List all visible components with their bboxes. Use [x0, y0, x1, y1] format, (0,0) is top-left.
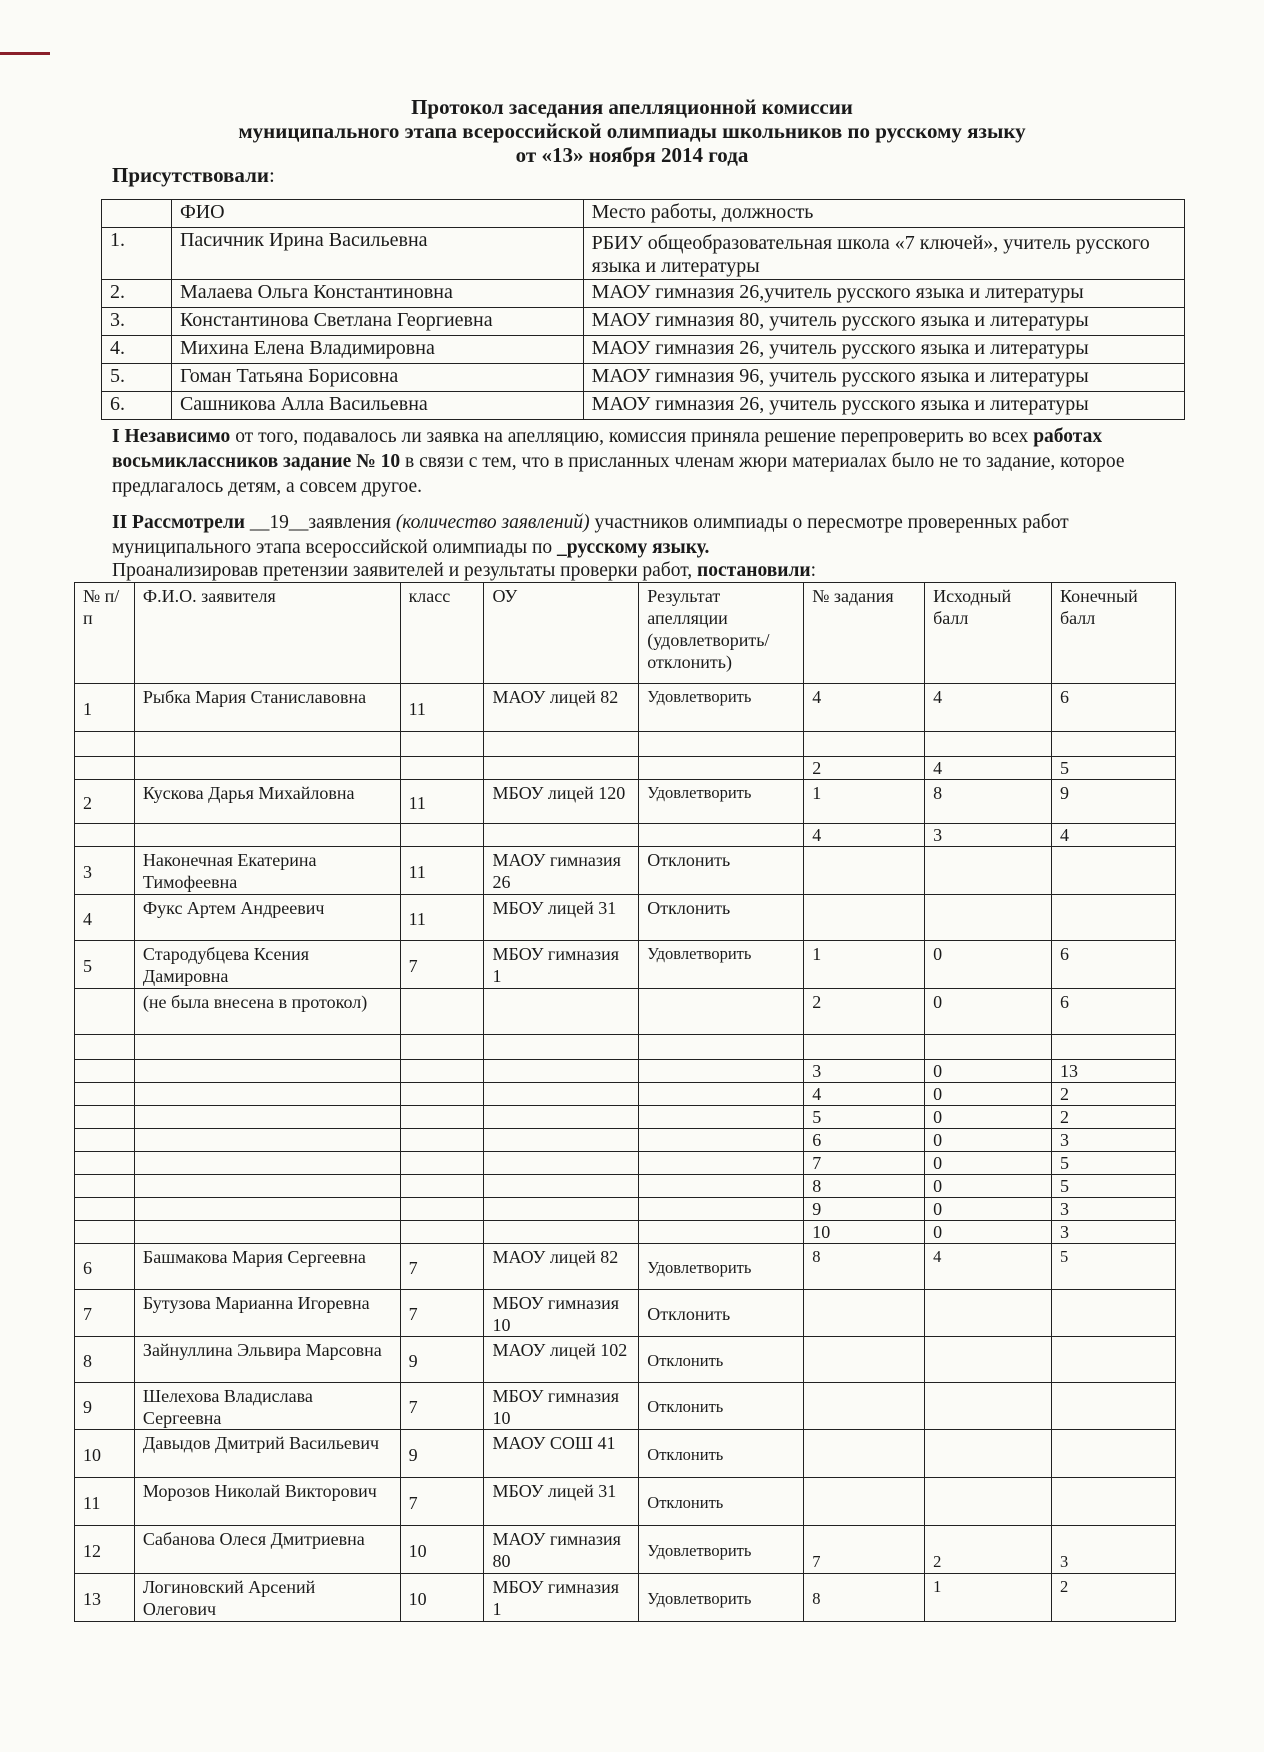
table-row: [75, 1478, 1176, 1526]
initial-score: 0: [925, 1129, 1052, 1152]
appeal-result: Отклонить: [639, 1337, 804, 1383]
row-number: 1: [75, 684, 135, 732]
table-row: [102, 308, 1185, 336]
table-row: [75, 684, 1176, 732]
header-line-3: от «13» ноября 2014 года: [515, 143, 749, 167]
grade: 7: [400, 941, 484, 989]
appeal-result: Удовлетворить: [639, 780, 804, 824]
final-score: 2: [1052, 1574, 1176, 1622]
table-row: [75, 1129, 1176, 1152]
grade: 11: [400, 780, 484, 824]
school: МБОУ лицей 31: [484, 895, 639, 941]
initial-score: 1: [925, 1574, 1052, 1622]
table-row: [75, 1175, 1176, 1198]
table-row: [75, 1152, 1176, 1175]
table-row: [75, 1526, 1176, 1574]
grade: 7: [400, 1290, 484, 1337]
initial-score: 8: [925, 780, 1052, 824]
commission-members-table: [101, 199, 1185, 420]
grade: 11: [400, 895, 484, 941]
task-number: 8: [804, 1244, 925, 1290]
initial-score: 4: [925, 1244, 1052, 1290]
applicant-name: Кускова Дарья Михайловна: [134, 780, 400, 824]
header-cell-school: ОУ: [484, 583, 639, 684]
row-number: 10: [75, 1430, 135, 1478]
task-number: 9: [804, 1198, 925, 1221]
appeal-result: Удовлетворить: [639, 941, 804, 989]
grade: 9: [400, 1337, 484, 1383]
table-row: [102, 280, 1185, 308]
school: МБОУ лицей 120: [484, 780, 639, 824]
row-number: 4: [75, 895, 135, 941]
applicant-name: Бутузова Марианна Игоревна: [134, 1290, 400, 1337]
table-row: [75, 895, 1176, 941]
final-score: 9: [1052, 780, 1176, 824]
final-score: 2: [1052, 1083, 1176, 1106]
task-number: 8: [804, 1175, 925, 1198]
member-workplace: МАОУ гимназия 80, учитель русского языка и литературы: [583, 308, 1184, 336]
initial-score: 0: [925, 1083, 1052, 1106]
scan-edge-mark: [0, 52, 50, 55]
member-workplace: МАОУ гимназия 96, учитель русского языка и литературы: [583, 364, 1184, 392]
initial-score: 2: [925, 1526, 1052, 1574]
applicant-name: Башмакова Мария Сергеевна: [134, 1244, 400, 1290]
table-row: [75, 732, 1176, 757]
school: МБОУ гимназия 10: [484, 1383, 639, 1430]
initial-score: 0: [925, 1175, 1052, 1198]
table-row: [75, 757, 1176, 780]
applicant-name: Стародубцева Ксения Дамировна: [134, 941, 400, 989]
table-row: [75, 989, 1176, 1035]
task-number: 2: [804, 989, 925, 1035]
row-number: 3: [75, 847, 135, 895]
row-number: 12: [75, 1526, 135, 1574]
applicant-name: Шелехова Владислава Сергеевна: [134, 1383, 400, 1430]
initial-score: 4: [925, 684, 1052, 732]
school: МАОУ гимназия 26: [484, 847, 639, 895]
document-header: [0, 95, 1264, 167]
task-number: 4: [804, 1083, 925, 1106]
task-number: 8: [804, 1574, 925, 1622]
applicant-name: Логиновский Арсений Олегович: [134, 1574, 400, 1622]
decision-paragraph-1: I Независимо от того, подавалось ли заявка на апелляцию, комиссия приняла решение перепроверить во всех работах восьмиклассников задание № 10 в связи с тем, что в присланных членам жюри материалах было не то задание, которое предлагалось детям, а совсем другое.: [112, 426, 1125, 497]
table-row: [75, 1035, 1176, 1060]
member-name: Гоман Татьяна Борисовна: [171, 364, 583, 392]
applicant-name: Наконечная Екатерина Тимофеевна: [134, 847, 400, 895]
grade: 10: [400, 1574, 484, 1622]
school: МАОУ гимназия 80: [484, 1526, 639, 1574]
task-number: 5: [804, 1106, 925, 1129]
applicant-name: Сабанова Олеся Дмитриевна: [134, 1526, 400, 1574]
table-row: [75, 1430, 1176, 1478]
header-cell-workplace: Место работы, должность: [583, 200, 1184, 228]
table-row: [75, 1106, 1176, 1129]
table-row: [75, 1290, 1176, 1337]
school: МАОУ СОШ 41: [484, 1430, 639, 1478]
present-label: Присутствовали:: [112, 163, 275, 187]
final-score: 6: [1052, 989, 1176, 1035]
header-line-1: Протокол заседания апелляционной комиссии: [411, 95, 853, 119]
header-cell-task: № задания: [804, 583, 925, 684]
initial-score: 0: [925, 989, 1052, 1035]
school: МАОУ лицей 82: [484, 684, 639, 732]
initial-score: 4: [925, 757, 1052, 780]
final-score: 5: [1052, 1244, 1176, 1290]
task-number: 3: [804, 1060, 925, 1083]
initial-score: 0: [925, 1221, 1052, 1244]
table-row: [75, 1244, 1176, 1290]
row-number: 2: [75, 780, 135, 824]
initial-score: 0: [925, 1152, 1052, 1175]
member-name: Константинова Светлана Георгиевна: [171, 308, 583, 336]
decision-paragraph-2: II Рассмотрели __19__заявления (количество заявлений) участников олимпиады о пересмотре проверенных работ муниципального этапа всероссийской олимпиады по _русскому языку.: [112, 512, 1069, 558]
grade: 10: [400, 1526, 484, 1574]
task-number: 1: [804, 941, 925, 989]
header-cell-grade: класс: [400, 583, 484, 684]
grade: 7: [400, 1383, 484, 1430]
row-number: 13: [75, 1574, 135, 1622]
table-header-row: [75, 583, 1176, 684]
member-name: Малаева Ольга Константиновна: [171, 280, 583, 308]
member-workplace: МАОУ гимназия 26, учитель русского языка и литературы: [583, 392, 1184, 420]
appeal-result: Отклонить: [639, 847, 804, 895]
table-row: [75, 1574, 1176, 1622]
appeal-result: Отклонить: [639, 1383, 804, 1430]
final-score: 5: [1052, 757, 1176, 780]
final-score: 2: [1052, 1106, 1176, 1129]
initial-score: 0: [925, 1106, 1052, 1129]
grade: 11: [400, 684, 484, 732]
row-number: 8: [75, 1337, 135, 1383]
appeal-result: Удовлетворить: [639, 684, 804, 732]
initial-score: 0: [925, 1060, 1052, 1083]
task-number: 10: [804, 1221, 925, 1244]
task-number: 7: [804, 1526, 925, 1574]
initial-score: 0: [925, 1198, 1052, 1221]
task-number: 4: [804, 684, 925, 732]
table-row: [75, 1083, 1176, 1106]
header-cell-initial-score: Исходный балл: [925, 583, 1052, 684]
header-cell-final-score: Конечный балл: [1052, 583, 1176, 684]
row-number: 6: [75, 1244, 135, 1290]
final-score: 4: [1052, 824, 1176, 847]
grade: 9: [400, 1430, 484, 1478]
row-number: 5: [75, 941, 135, 989]
initial-score: 0: [925, 941, 1052, 989]
appeals-table: [74, 582, 1176, 1622]
header-cell-name: ФИО: [171, 200, 583, 228]
task-number: 1: [804, 780, 925, 824]
table-row: [75, 1337, 1176, 1383]
final-score: 3: [1052, 1526, 1176, 1574]
final-score: 3: [1052, 1198, 1176, 1221]
appeal-result: Удовлетворить: [639, 1574, 804, 1622]
table-row: [102, 392, 1185, 420]
final-score: 3: [1052, 1129, 1176, 1152]
row-number: 9: [75, 1383, 135, 1430]
decision-paragraph-3: Проанализировав претензии заявителей и результаты проверки работ, постановили:: [112, 560, 817, 581]
table-row: [102, 336, 1185, 364]
header-cell-result: Результат апелляции (удовлетворить/ отклонить): [639, 583, 804, 684]
applicant-name: Фукс Артем Андреевич: [134, 895, 400, 941]
school: МБОУ гимназия 1: [484, 1574, 639, 1622]
table-row: [75, 1221, 1176, 1244]
applicant-name: Рыбка Мария Станиславовна: [134, 684, 400, 732]
final-score: 6: [1052, 684, 1176, 732]
appeal-result: Отклонить: [639, 1430, 804, 1478]
grade: 7: [400, 1244, 484, 1290]
school: МБОУ лицей 31: [484, 1478, 639, 1526]
task-number: 2: [804, 757, 925, 780]
school: МАОУ лицей 102: [484, 1337, 639, 1383]
member-name: Сашникова Алла Васильевна: [171, 392, 583, 420]
final-score: 3: [1052, 1221, 1176, 1244]
header-cell-number: № п/п: [75, 583, 135, 684]
final-score: 6: [1052, 941, 1176, 989]
table-row: [75, 780, 1176, 824]
final-score: 5: [1052, 1175, 1176, 1198]
row-number: 7: [75, 1290, 135, 1337]
member-number: 2.: [102, 280, 172, 308]
table-row: [102, 228, 1185, 280]
initial-score: 3: [925, 824, 1052, 847]
school: МБОУ гимназия 1: [484, 941, 639, 989]
table-row: [75, 1383, 1176, 1430]
table-row: [75, 1198, 1176, 1221]
task-number: 7: [804, 1152, 925, 1175]
member-name: Михина Елена Владимировна: [171, 336, 583, 364]
task-number: 4: [804, 824, 925, 847]
member-name: Пасичник Ирина Васильевна: [171, 228, 583, 280]
table-row: [75, 847, 1176, 895]
member-workplace: МАОУ гимназия 26, учитель русского языка и литературы: [583, 336, 1184, 364]
table-row: [75, 1060, 1176, 1083]
header-cell-number: [102, 200, 172, 228]
member-number: 4.: [102, 336, 172, 364]
member-workplace: МАОУ гимназия 26,учитель русского языка и литературы: [583, 280, 1184, 308]
table-row: [75, 941, 1176, 989]
appeal-result: Удовлетворить: [639, 1244, 804, 1290]
school: МАОУ лицей 82: [484, 1244, 639, 1290]
final-score: 5: [1052, 1152, 1176, 1175]
member-number: 3.: [102, 308, 172, 336]
applicant-name: Морозов Николай Викторович: [134, 1478, 400, 1526]
grade: 11: [400, 847, 484, 895]
appeal-result: Удовлетворить: [639, 1526, 804, 1574]
final-score: 13: [1052, 1060, 1176, 1083]
table-row: [102, 364, 1185, 392]
applicant-name: Зайнуллина Эльвира Марсовна: [134, 1337, 400, 1383]
appeal-result: Отклонить: [639, 895, 804, 941]
appeal-result: Отклонить: [639, 1290, 804, 1337]
member-number: 5.: [102, 364, 172, 392]
member-workplace: РБИУ общеобразовательная школа «7 ключей», учитель русского языка и литературы: [583, 228, 1184, 280]
applicant-name: Давыдов Дмитрий Васильевич: [134, 1430, 400, 1478]
header-line-2: муниципального этапа всероссийской олимпиады школьников по русскому языку: [238, 119, 1026, 143]
school: МБОУ гимназия 10: [484, 1290, 639, 1337]
appeal-result: Отклонить: [639, 1478, 804, 1526]
member-number: 1.: [102, 228, 172, 280]
task-number: 6: [804, 1129, 925, 1152]
header-cell-applicant: Ф.И.О. заявителя: [134, 583, 400, 684]
table-header-row: [102, 200, 1185, 228]
grade: 7: [400, 1478, 484, 1526]
table-row: [75, 824, 1176, 847]
member-number: 6.: [102, 392, 172, 420]
applicant-note: (не была внесена в протокол): [134, 989, 400, 1035]
row-number: 11: [75, 1478, 135, 1526]
